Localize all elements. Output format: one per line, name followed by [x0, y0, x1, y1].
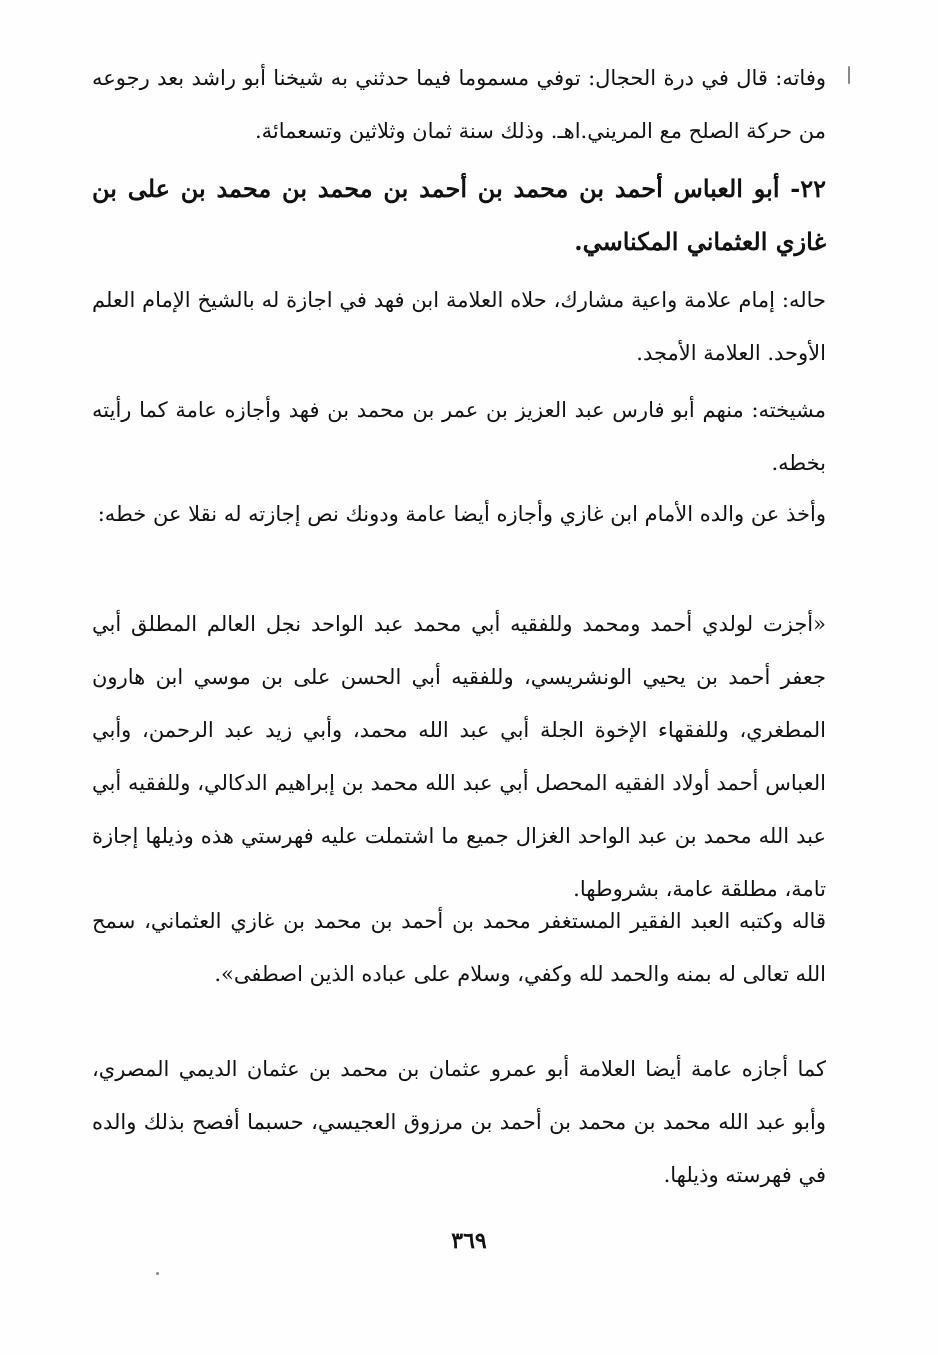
paragraph-death: وفاته: قال في درة الحجال: توفي مسموما فيما حدثني به شيخنا أبو راشد بعد رجوعه من حركة الصلح مع المريني.اهـ. وذلك سنة ثمان وثلاثين وتسعمائة. [92, 66, 826, 143]
entry-heading: ٢٢- أبو العباس أحمد بن محمد بن أحمد بن محمد بن محمد بن على بن غازي العثماني المكناسي. [92, 174, 826, 256]
paragraph-father: وأخذ عن والده الأمام ابن غازي وأجازه أيضا عامة ودونك نص إجازته له نقلا عن خطه: [97, 502, 826, 526]
paragraph-teachers: مشيخته: منهم أبو فارس عبد العزيز بن عمر بن محمد بن فهد وأجازه عامة كما رأيته بخطه. [92, 398, 826, 475]
scan-mark [848, 66, 850, 84]
paragraph-status: حاله: إمام علامة واعية مشارك، حلاه العلامة ابن فهد في اجازة له بالشيخ الإمام العلم الأوحد. العلامة الأمجد. [92, 288, 826, 365]
scan-speck [156, 1272, 159, 1275]
paragraph-ijaza-text: «أجزت لولدي أحمد ومحمد وللفقيه أبي محمد عبد الواحد نجل العالم المطلق أبي جعفر أحمد بن يحيي الونشريسي، وللفقيه أبي الحسن على بن موسي ابن هارون المطغري، وللفقهاء الإخوة الجلة أبي عبد الله محمد، وأبي زيد عبد الرحمن، وأبي العباس أحمد أولاد الفقيه المحصل أبي عبد الله محمد بن إبراهيم الدكالي، وللفقيه أبي عبد الله محمد بن عبد الواحد الغزال جميع ما اشتملت عليه فهرستي هذه وذيلها إجازة تامة، مطلقة عامة، بشروطها. [92, 612, 826, 901]
paragraph-signature: قاله وكتبه العبد الفقير المستغفر محمد بن أحمد بن محمد بن غازي العثماني، سمح الله تعالى له بمنه والحمد لله وكفي، وسلام على عباده الذين اصطفى». [92, 909, 826, 986]
page-number: ٣٦٩ [451, 1228, 487, 1254]
paragraph-other-ijazas: كما أجازه عامة أيضا العلامة أبو عمرو عثمان بن محمد بن عثمان الديمي المصري، وأبو عبد الله محمد بن محمد بن أحمد بن مرزوق العجيسي، حسبما أفصح بذلك والده في فهرسته وذيلها. [92, 1057, 826, 1187]
